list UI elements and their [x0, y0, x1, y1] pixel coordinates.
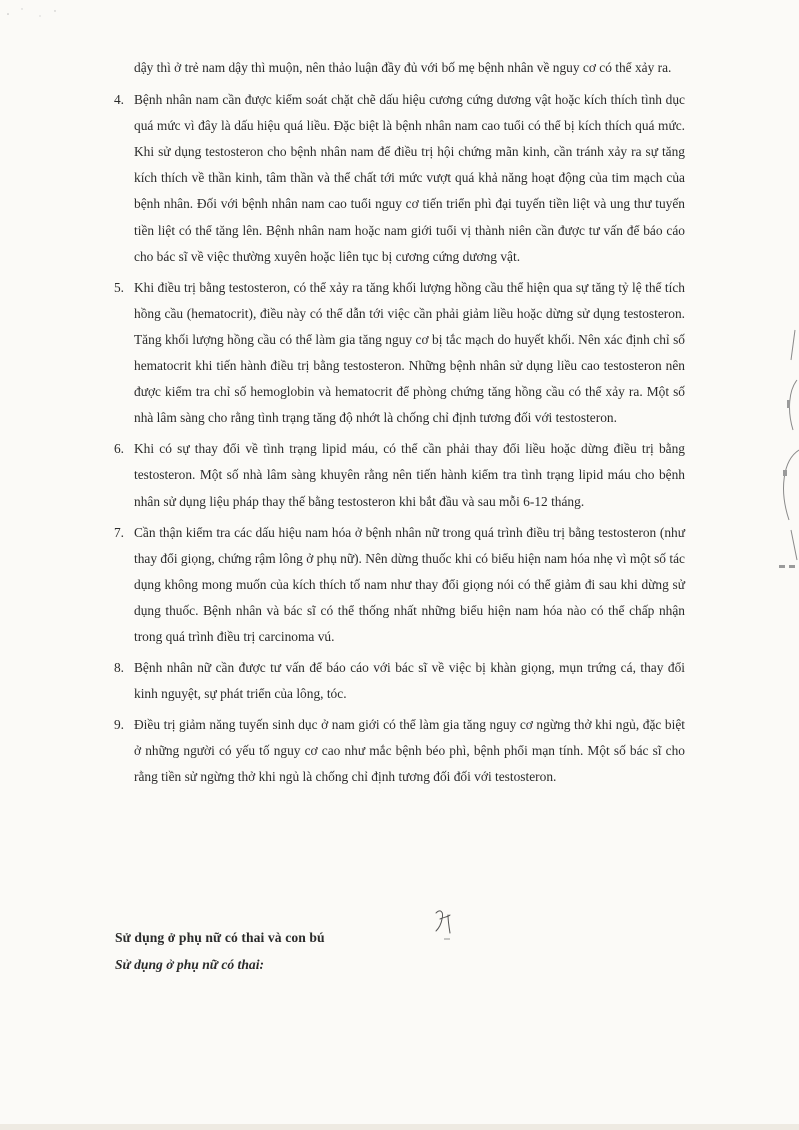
scan-bottom-edge [0, 1120, 799, 1130]
list-number: 6. [113, 441, 124, 457]
list-item-text: Bệnh nhân nữ cần được tư vấn để báo cáo với bác sĩ về việc bị khàn giọng, mụn trứng cá, thay đổi kinh nguyệt, sự phát triển của lông, tóc. [134, 660, 685, 702]
list-item [110, 275, 685, 432]
list-item-text: Khi có sự thay đổi về tình trạng lipid máu, có thể cần phải thay đổi liều hoặc dừng điều trị bằng testosteron. Một số nhà lâm sàng khuyên rằng nên tiến hành kiểm tra tình trạng lipid máu cho bệnh nhân sử dụng liệu pháp thay thế bằng testosteron khi bắt đầu và sau mỗi 6-12 tháng. [134, 441, 685, 509]
continued-paragraph: dậy thì ở trẻ nam dậy thì muộn, nên thảo luận đầy đủ với bố mẹ bệnh nhân về nguy cơ có thể xảy ra. [134, 60, 672, 75]
scan-specks [0, 0, 70, 30]
handwritten-initials [430, 905, 460, 945]
section-subheading: Sử dụng ở phụ nữ có thai: [115, 957, 264, 972]
list-number: 9. [113, 717, 124, 733]
list-item-text: Điều trị giảm năng tuyến sinh dục ở nam giới có thể làm gia tăng nguy cơ ngừng thở khi ngủ, đặc biệt ở những người có yếu tố nguy cơ cao như mắc bệnh béo phì, bệnh phổi mạn tính. Một số bác sĩ cho rằng tiền sử ngừng thở khi ngủ là chống chỉ định tương đối đối với testosteron. [134, 717, 685, 785]
list-item-text: Cần thận kiểm tra các dấu hiệu nam hóa ở bệnh nhân nữ trong quá trình điều trị bằng testosteron (như thay đổi giọng, chứng rậm lông ở phụ nữ). Nên dừng thuốc khi có biểu hiện nam hóa nhẹ vì một số tác dụng không mong muốn của kích thích tố nam như thay đổi giọng nói có thể giảm đi sau khi dừng sử dụng thuốc. Bệnh nhân và bác sĩ có thể thống nhất những biểu hiện nam hóa nào có thể chấp nhận trong quá trình điều trị carcinoma vú. [134, 524, 685, 644]
numbered-list [110, 87, 685, 790]
stamp-fragment [769, 320, 799, 580]
list-item-text: Khi điều trị bằng testosteron, có thể xảy ra tăng khối lượng hồng cầu thể hiện qua sự tăng tỷ lệ thể tích hồng cầu (hematocrit), điều này có thể dẫn tới việc cần phải giảm liều hoặc dừng sử dụng testosteron. Tăng khối lượng hồng cầu có thể làm gia tăng nguy cơ bị tắc mạch do huyết khối. Nên xác định chỉ số hematocrit khi tiến hành điều trị bằng testosteron. Những bệnh nhân sử dụng liều cao testosteron nên được kiểm tra chỉ số hemoglobin và hematocrit để phòng chứng tăng hồng cầu có thể xảy ra. Một số nhà lâm sàng cho rằng tình trạng tăng độ nhớt là chống chỉ định tương đối với testosteron. [134, 279, 685, 426]
document-body [110, 55, 685, 796]
list-item [110, 87, 685, 270]
list-item-text: Bệnh nhân nam cần được kiểm soát chặt chẽ dấu hiệu cương cứng dương vật hoặc kích thích tình dục quá mức vì đây là dấu hiệu quá liều. Đặc biệt là bệnh nhân nam cao tuổi có thể bị kích thích quá mức. Khi sử dụng testosteron cho bệnh nhân nam để điều trị hội chứng mãn kinh, cần tránh xảy ra sự tăng kích thích về thần kinh, tâm thần và thể chất tới mức vượt quá khả năng hoạt động của tim mạch của bệnh nhân. Đối với bệnh nhân nam cao tuổi nguy cơ tiến triển phì đại tuyến tiền liệt và ung thư tuyến tiền liệt có thể tăng lên. Bệnh nhân nam hoặc nam giới tuổi vị thành niên cần được tư vấn để báo cáo cho bác sĩ về việc thường xuyên hoặc liên tục bị cương cứng dương vật. [134, 92, 685, 264]
list-item [110, 520, 685, 650]
list-number: 8. [113, 660, 124, 676]
list-item [110, 436, 685, 514]
list-number: 7. [113, 524, 124, 540]
list-number: 4. [113, 92, 124, 108]
section-heading: Sử dụng ở phụ nữ có thai và con bú [115, 930, 325, 945]
list-number: 5. [113, 279, 124, 295]
list-item [110, 655, 685, 707]
list-item [110, 712, 685, 790]
